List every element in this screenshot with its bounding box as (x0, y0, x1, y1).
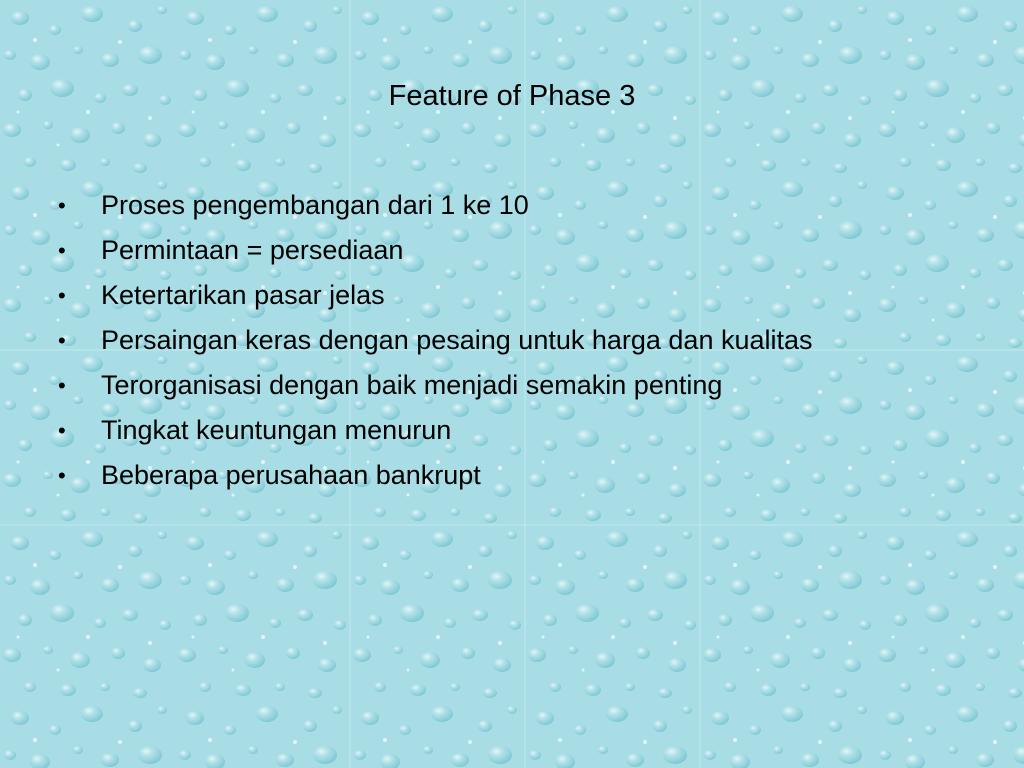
bullet-text: Proses pengembangan dari 1 ke 10 (101, 190, 529, 220)
bullet-icon: • (58, 328, 66, 353)
bullet-icon: • (58, 373, 66, 398)
bullet-icon: • (58, 238, 66, 263)
bullet-item (58, 363, 998, 408)
bullet-item (58, 408, 998, 453)
bullet-icon: • (58, 283, 66, 308)
bullet-item (58, 273, 998, 318)
bullet-icon: • (58, 193, 66, 218)
bullet-text: Beberapa perusahaan bankrupt (101, 460, 481, 490)
bullet-item (58, 318, 998, 363)
slide-title: Feature of Phase 3 (388, 80, 636, 112)
bullet-item (58, 228, 998, 273)
bullet-text: Ketertarikan pasar jelas (101, 280, 385, 310)
bullet-icon: • (58, 463, 66, 488)
bullet-text: Tingkat keuntungan menurun (101, 415, 452, 445)
bullet-text: Persaingan keras dengan pesaing untuk harga dan kualitas (101, 325, 813, 355)
bullet-text: Permintaan = persediaan (101, 235, 404, 265)
bullet-list (58, 183, 998, 498)
bullet-icon: • (58, 418, 66, 443)
bullet-item (58, 183, 998, 228)
bullet-text: Terorganisasi dengan baik menjadi semakin penting (101, 370, 723, 400)
bullet-item (58, 453, 998, 498)
